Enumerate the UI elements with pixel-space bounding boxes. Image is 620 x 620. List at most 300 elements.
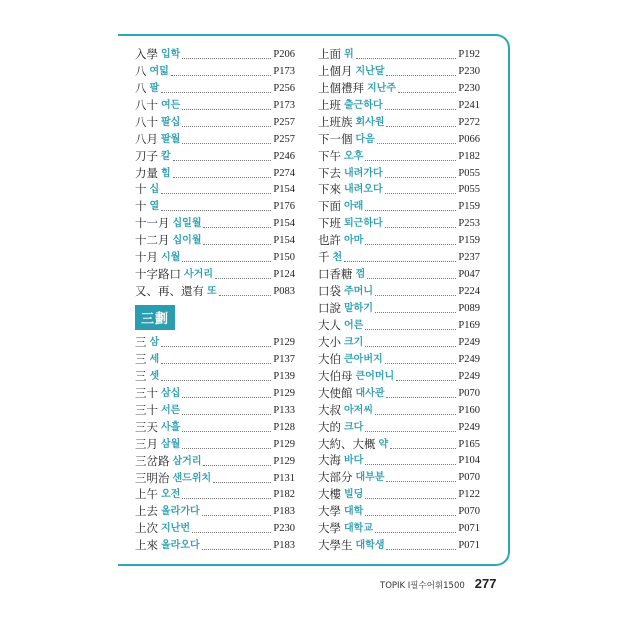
index-entry — [318, 131, 480, 148]
entry-hanzi: 八 — [135, 65, 147, 78]
index-entry — [318, 351, 480, 368]
entry-korean: 팔월 — [161, 133, 181, 145]
entry-hanzi: 口香糖 — [318, 269, 353, 282]
leader-dots — [202, 515, 272, 516]
index-entry — [135, 266, 295, 283]
entry-korean: 내려오다 — [344, 184, 383, 196]
entry-page: P160 — [458, 404, 480, 416]
entry-hanzi: 上班族 — [318, 116, 353, 129]
entry-korean: 대학교 — [344, 523, 373, 535]
entry-page: P230 — [458, 65, 480, 77]
leader-dots — [202, 549, 272, 550]
entry-korean: 시월 — [161, 252, 181, 264]
leader-dots — [365, 498, 456, 499]
entry-korean: 큰어머니 — [355, 370, 395, 382]
entry-korean: 회사원 — [355, 116, 385, 128]
entry-page: P182 — [273, 489, 295, 501]
entry-hanzi: 大部分 — [318, 472, 353, 485]
entry-korean: 아저씨 — [344, 404, 373, 416]
entry-page: P137 — [273, 353, 295, 365]
entry-hanzi: 大學 — [318, 523, 341, 536]
leader-dots — [182, 397, 271, 398]
entry-hanzi: 又、再、還有 — [135, 286, 204, 299]
entry-korean: 천 — [332, 252, 343, 264]
entry-korean: 삼십 — [161, 387, 181, 399]
leader-dots — [182, 498, 271, 499]
entry-korean: 지난달 — [355, 65, 385, 77]
entry-page: P154 — [273, 184, 295, 196]
entry-page: P159 — [458, 201, 480, 213]
entry-hanzi: 十字路口 — [135, 269, 181, 282]
entry-korean: 팔 — [149, 82, 160, 94]
entry-hanzi: 八 — [135, 82, 147, 95]
entry-korean: 대학생 — [355, 540, 385, 552]
leader-dots — [385, 109, 457, 110]
entry-hanzi: 上來 — [135, 540, 158, 553]
entry-hanzi: 十 — [135, 184, 147, 197]
index-entry — [135, 97, 295, 114]
leader-dots — [161, 363, 271, 364]
index-entry — [318, 453, 480, 470]
entry-hanzi: 十 — [135, 201, 147, 214]
entry-page: P159 — [458, 235, 480, 247]
index-entry — [135, 334, 295, 351]
entry-korean: 세 — [149, 353, 160, 365]
index-entry — [135, 283, 295, 300]
index-entry — [135, 368, 295, 385]
index-entry — [318, 317, 480, 334]
leader-dots — [398, 92, 456, 93]
entry-hanzi: 大叔 — [318, 404, 341, 417]
entry-hanzi: 大使館 — [318, 387, 353, 400]
index-entry — [318, 537, 480, 554]
entry-korean: 다음 — [355, 133, 375, 145]
entry-hanzi: 十二月 — [135, 235, 170, 248]
index-entry — [135, 114, 295, 131]
index-entry — [318, 300, 480, 317]
entry-korean: 크기 — [344, 336, 364, 348]
leader-dots — [171, 75, 272, 76]
leader-dots — [182, 58, 271, 59]
entry-korean: 셋 — [149, 370, 160, 382]
index-entry — [135, 80, 295, 97]
leader-dots — [182, 414, 271, 415]
entry-korean: 삼거리 — [172, 455, 202, 467]
index-entry — [318, 148, 480, 165]
index-entry — [135, 385, 295, 402]
leader-dots — [219, 295, 272, 296]
entry-korean: 주머니 — [344, 286, 373, 298]
leader-dots — [375, 414, 456, 415]
index-entry — [318, 520, 480, 537]
leader-dots — [386, 75, 456, 76]
entry-korean: 삼월 — [161, 438, 181, 450]
entry-korean: 지난번 — [161, 523, 190, 535]
leader-dots — [365, 464, 456, 465]
entry-hanzi: 大學生 — [318, 540, 353, 553]
entry-hanzi: 下班 — [318, 218, 341, 231]
entry-page: P246 — [273, 150, 295, 162]
entry-korean: 여덟 — [149, 65, 169, 77]
entry-korean: 바다 — [344, 455, 364, 467]
entry-page: P070 — [458, 387, 480, 399]
entry-korean: 사흘 — [161, 421, 181, 433]
entry-korean: 지난주 — [367, 82, 396, 94]
index-entry — [318, 436, 480, 453]
entry-hanzi: 大伯 — [318, 353, 341, 366]
entry-page: P206 — [273, 48, 295, 60]
entry-page: P173 — [273, 99, 295, 111]
entry-page: P249 — [458, 421, 480, 433]
index-entry — [318, 402, 480, 419]
entry-page: P165 — [458, 438, 480, 450]
leader-dots — [161, 210, 271, 211]
page-footer — [380, 576, 496, 591]
entry-korean: 오전 — [161, 489, 181, 501]
index-list-right — [318, 46, 480, 554]
entry-korean: 아래 — [344, 201, 364, 213]
entry-hanzi: 三十 — [135, 404, 158, 417]
entry-page: P122 — [458, 489, 480, 501]
index-entry — [135, 503, 295, 520]
entry-hanzi: 下去 — [318, 167, 341, 180]
leader-dots — [365, 515, 456, 516]
leader-dots — [203, 465, 271, 466]
leader-dots — [365, 329, 456, 330]
entry-korean: 삼 — [149, 337, 160, 348]
entry-page: P154 — [273, 235, 295, 247]
leader-dots — [385, 363, 457, 364]
entry-korean: 크다 — [344, 421, 364, 433]
index-entry — [135, 453, 295, 470]
leader-dots — [390, 448, 456, 449]
leader-dots — [365, 431, 456, 432]
entry-hanzi: 上去 — [135, 506, 158, 519]
leader-dots — [173, 177, 272, 178]
entry-page: P154 — [273, 218, 295, 230]
entry-korean: 내려가다 — [344, 167, 383, 179]
entry-korean: 입학 — [161, 48, 181, 60]
index-entry — [135, 232, 295, 249]
leader-dots — [365, 210, 456, 211]
entry-hanzi: 三明治 — [135, 472, 170, 485]
entry-page: P173 — [273, 65, 295, 77]
index-list-three-strokes — [135, 334, 295, 554]
leader-dots — [375, 295, 456, 296]
index-entry — [135, 520, 295, 537]
entry-korean: 팔십 — [161, 116, 181, 128]
entry-page: P272 — [458, 116, 480, 128]
entry-korean: 여든 — [161, 99, 181, 111]
index-entry — [135, 215, 295, 232]
leader-dots — [161, 346, 271, 347]
entry-hanzi: 下午 — [318, 150, 341, 163]
entry-korean: 큰아버지 — [344, 353, 383, 365]
index-entry — [135, 537, 295, 554]
entry-hanzi: 也許 — [318, 235, 341, 248]
entry-page: P241 — [458, 99, 480, 111]
entry-page: P183 — [273, 506, 295, 518]
entry-page: P124 — [273, 269, 295, 281]
leader-dots — [396, 380, 456, 381]
entry-korean: 오후 — [344, 150, 364, 162]
entry-korean: 올라가다 — [161, 506, 200, 518]
leader-dots — [367, 278, 456, 279]
entry-page: P055 — [458, 167, 480, 179]
entry-hanzi: 口說 — [318, 303, 341, 315]
leader-dots — [182, 448, 271, 449]
leader-dots — [161, 380, 271, 381]
entry-hanzi: 千 — [318, 252, 330, 265]
entry-hanzi: 八十 — [135, 99, 158, 112]
index-entry — [135, 249, 295, 266]
entry-page: P169 — [458, 319, 480, 331]
entry-hanzi: 上次 — [135, 523, 158, 536]
entry-page: P224 — [458, 286, 480, 298]
leader-dots — [182, 431, 271, 432]
entry-page: P249 — [458, 353, 480, 365]
entry-hanzi: 三天 — [135, 421, 158, 434]
entry-page: P128 — [273, 421, 295, 433]
leader-dots — [203, 227, 271, 228]
leader-dots — [192, 532, 271, 533]
entry-hanzi: 三十 — [135, 387, 158, 400]
entry-hanzi: 三 — [135, 370, 147, 383]
index-entry — [318, 283, 480, 300]
index-entry — [318, 80, 480, 97]
index-entry — [318, 385, 480, 402]
entry-page: P249 — [458, 370, 480, 382]
entry-page: P129 — [273, 337, 295, 348]
entry-korean: 대사관 — [355, 387, 385, 399]
entry-korean: 껌 — [355, 269, 366, 281]
entry-korean: 칼 — [161, 150, 171, 162]
leader-dots — [385, 227, 457, 228]
entry-hanzi: 大學 — [318, 506, 341, 519]
entry-hanzi: 三 — [135, 353, 147, 366]
index-entry — [135, 470, 295, 487]
leader-dots — [386, 126, 456, 127]
index-entry — [318, 215, 480, 232]
entry-korean: 빌딩 — [344, 489, 364, 501]
leader-dots — [377, 143, 457, 144]
entry-page: P192 — [458, 48, 480, 60]
entry-page: P150 — [273, 252, 295, 264]
entry-hanzi: 大的 — [318, 421, 341, 434]
leader-dots — [182, 126, 271, 127]
index-entry — [318, 198, 480, 215]
entry-hanzi: 入學 — [135, 48, 158, 61]
entry-hanzi: 大伯母 — [318, 370, 353, 383]
entry-hanzi: 八月 — [135, 133, 158, 146]
entry-hanzi: 三岔路 — [135, 455, 170, 468]
leader-dots — [161, 193, 271, 194]
entry-page: P129 — [273, 455, 295, 467]
entry-hanzi: 下來 — [318, 184, 341, 197]
entry-korean: 십 — [149, 184, 160, 196]
entry-korean: 어른 — [344, 319, 364, 331]
leader-dots — [215, 278, 271, 279]
leader-dots — [385, 193, 457, 194]
index-entry — [318, 419, 480, 436]
index-entry — [318, 503, 480, 520]
leader-dots — [386, 481, 456, 482]
entry-page: P047 — [458, 269, 480, 281]
entry-page: P249 — [458, 336, 480, 348]
leader-dots — [386, 397, 456, 398]
leader-dots — [385, 177, 457, 178]
entry-hanzi: 上面 — [318, 48, 341, 61]
leader-dots — [203, 244, 271, 245]
leader-dots — [356, 58, 457, 59]
entry-page: P182 — [458, 150, 480, 162]
entry-page: P131 — [273, 472, 295, 484]
entry-korean: 위 — [344, 48, 354, 60]
index-entry — [318, 249, 480, 266]
entry-korean: 출근하다 — [344, 99, 383, 111]
entry-page: P071 — [458, 523, 480, 535]
index-entry — [135, 198, 295, 215]
entry-page: P104 — [458, 455, 480, 467]
index-entry — [318, 266, 480, 283]
left-column — [135, 46, 295, 554]
leader-dots — [182, 143, 271, 144]
right-column — [318, 46, 480, 554]
entry-hanzi: 口袋 — [318, 286, 341, 299]
leader-dots — [365, 244, 456, 245]
entry-hanzi: 力量 — [135, 167, 158, 180]
entry-page: P070 — [458, 472, 480, 484]
leader-dots — [365, 160, 456, 161]
entry-hanzi: 上班 — [318, 99, 341, 112]
leader-dots — [365, 346, 456, 347]
index-entry — [135, 165, 295, 182]
leader-dots — [386, 549, 456, 550]
index-entry — [318, 63, 480, 80]
entry-page: P230 — [458, 82, 480, 94]
leader-dots — [182, 261, 271, 262]
entry-page: P129 — [273, 438, 295, 450]
entry-hanzi: 三月 — [135, 438, 158, 451]
entry-korean: 올라오다 — [161, 540, 200, 552]
entry-hanzi: 上個月 — [318, 65, 353, 78]
entry-hanzi: 刀子 — [135, 150, 158, 163]
index-entry — [318, 486, 480, 503]
entry-page: P055 — [458, 184, 480, 196]
entry-hanzi: 大小 — [318, 336, 341, 349]
entry-hanzi: 大人 — [318, 319, 341, 332]
leader-dots — [173, 160, 272, 161]
entry-page: P257 — [273, 133, 295, 145]
index-list-two-strokes — [135, 46, 295, 300]
entry-korean: 사거리 — [184, 269, 213, 281]
entry-korean: 약 — [378, 438, 389, 450]
entry-korean: 또 — [207, 286, 217, 298]
entry-hanzi: 十月 — [135, 252, 158, 265]
entry-hanzi: 大海 — [318, 455, 341, 468]
entry-page: P139 — [273, 370, 295, 382]
entry-korean: 말하기 — [344, 303, 373, 314]
index-entry — [135, 46, 295, 63]
entry-page: P183 — [273, 540, 295, 552]
index-entry — [318, 334, 480, 351]
entry-page: P257 — [273, 116, 295, 128]
index-entry — [318, 368, 480, 385]
index-entry — [318, 232, 480, 249]
entry-hanzi: 上個禮拜 — [318, 82, 364, 95]
index-entry — [135, 131, 295, 148]
entry-korean: 샌드위치 — [172, 472, 212, 484]
entry-page: P083 — [273, 286, 295, 298]
entry-hanzi: 三 — [135, 337, 147, 349]
section-badge-three-strokes: 三劃 — [135, 305, 175, 330]
entry-page: P066 — [458, 133, 480, 145]
entry-page: P274 — [273, 167, 295, 179]
leader-dots — [344, 261, 456, 262]
entry-page: P071 — [458, 540, 480, 552]
leader-dots — [182, 109, 271, 110]
entry-page: P133 — [273, 404, 295, 416]
index-entry — [135, 487, 295, 504]
book-title: TOPIK I필수어휘1500 — [380, 581, 465, 591]
leader-dots — [213, 482, 271, 483]
index-entry — [318, 97, 480, 114]
section-header — [135, 300, 295, 334]
entry-korean: 대학 — [344, 506, 364, 518]
entry-hanzi: 大樓 — [318, 489, 341, 502]
leader-dots — [375, 312, 456, 313]
index-entry — [318, 46, 480, 63]
entry-hanzi: 大約、大概 — [318, 438, 376, 451]
entry-page: P230 — [273, 523, 295, 535]
entry-korean: 아마 — [344, 235, 364, 247]
entry-hanzi: 十一月 — [135, 218, 170, 231]
index-entry — [135, 63, 295, 80]
entry-page: P256 — [273, 82, 295, 94]
leader-dots — [161, 92, 271, 93]
page-number: 277 — [474, 576, 497, 591]
entry-page: P237 — [458, 252, 480, 264]
entry-korean: 서른 — [161, 404, 181, 416]
entry-hanzi: 下一個 — [318, 133, 353, 146]
entry-page: P070 — [458, 506, 480, 518]
index-entry — [318, 469, 480, 486]
index-entry — [135, 419, 295, 436]
leader-dots — [375, 532, 456, 533]
index-entry — [135, 148, 295, 165]
entry-korean: 힘 — [161, 167, 171, 179]
entry-korean: 십이월 — [172, 235, 202, 247]
index-entry — [318, 165, 480, 182]
entry-hanzi: 上午 — [135, 489, 158, 502]
entry-page: P176 — [273, 201, 295, 213]
index-entry — [135, 182, 295, 199]
index-entry — [318, 114, 480, 131]
entry-korean: 퇴근하다 — [344, 218, 383, 230]
entry-hanzi: 下面 — [318, 201, 341, 214]
entry-page: P129 — [273, 387, 295, 399]
entry-hanzi: 八十 — [135, 116, 158, 129]
entry-page: P253 — [458, 218, 480, 230]
entry-korean: 대부분 — [355, 472, 385, 484]
entry-korean: 열 — [149, 201, 160, 213]
entry-korean: 십일월 — [172, 218, 202, 230]
entry-page: P089 — [458, 303, 480, 314]
index-entry — [135, 351, 295, 368]
index-entry — [318, 182, 480, 199]
index-entry — [135, 402, 295, 419]
index-entry — [135, 436, 295, 453]
